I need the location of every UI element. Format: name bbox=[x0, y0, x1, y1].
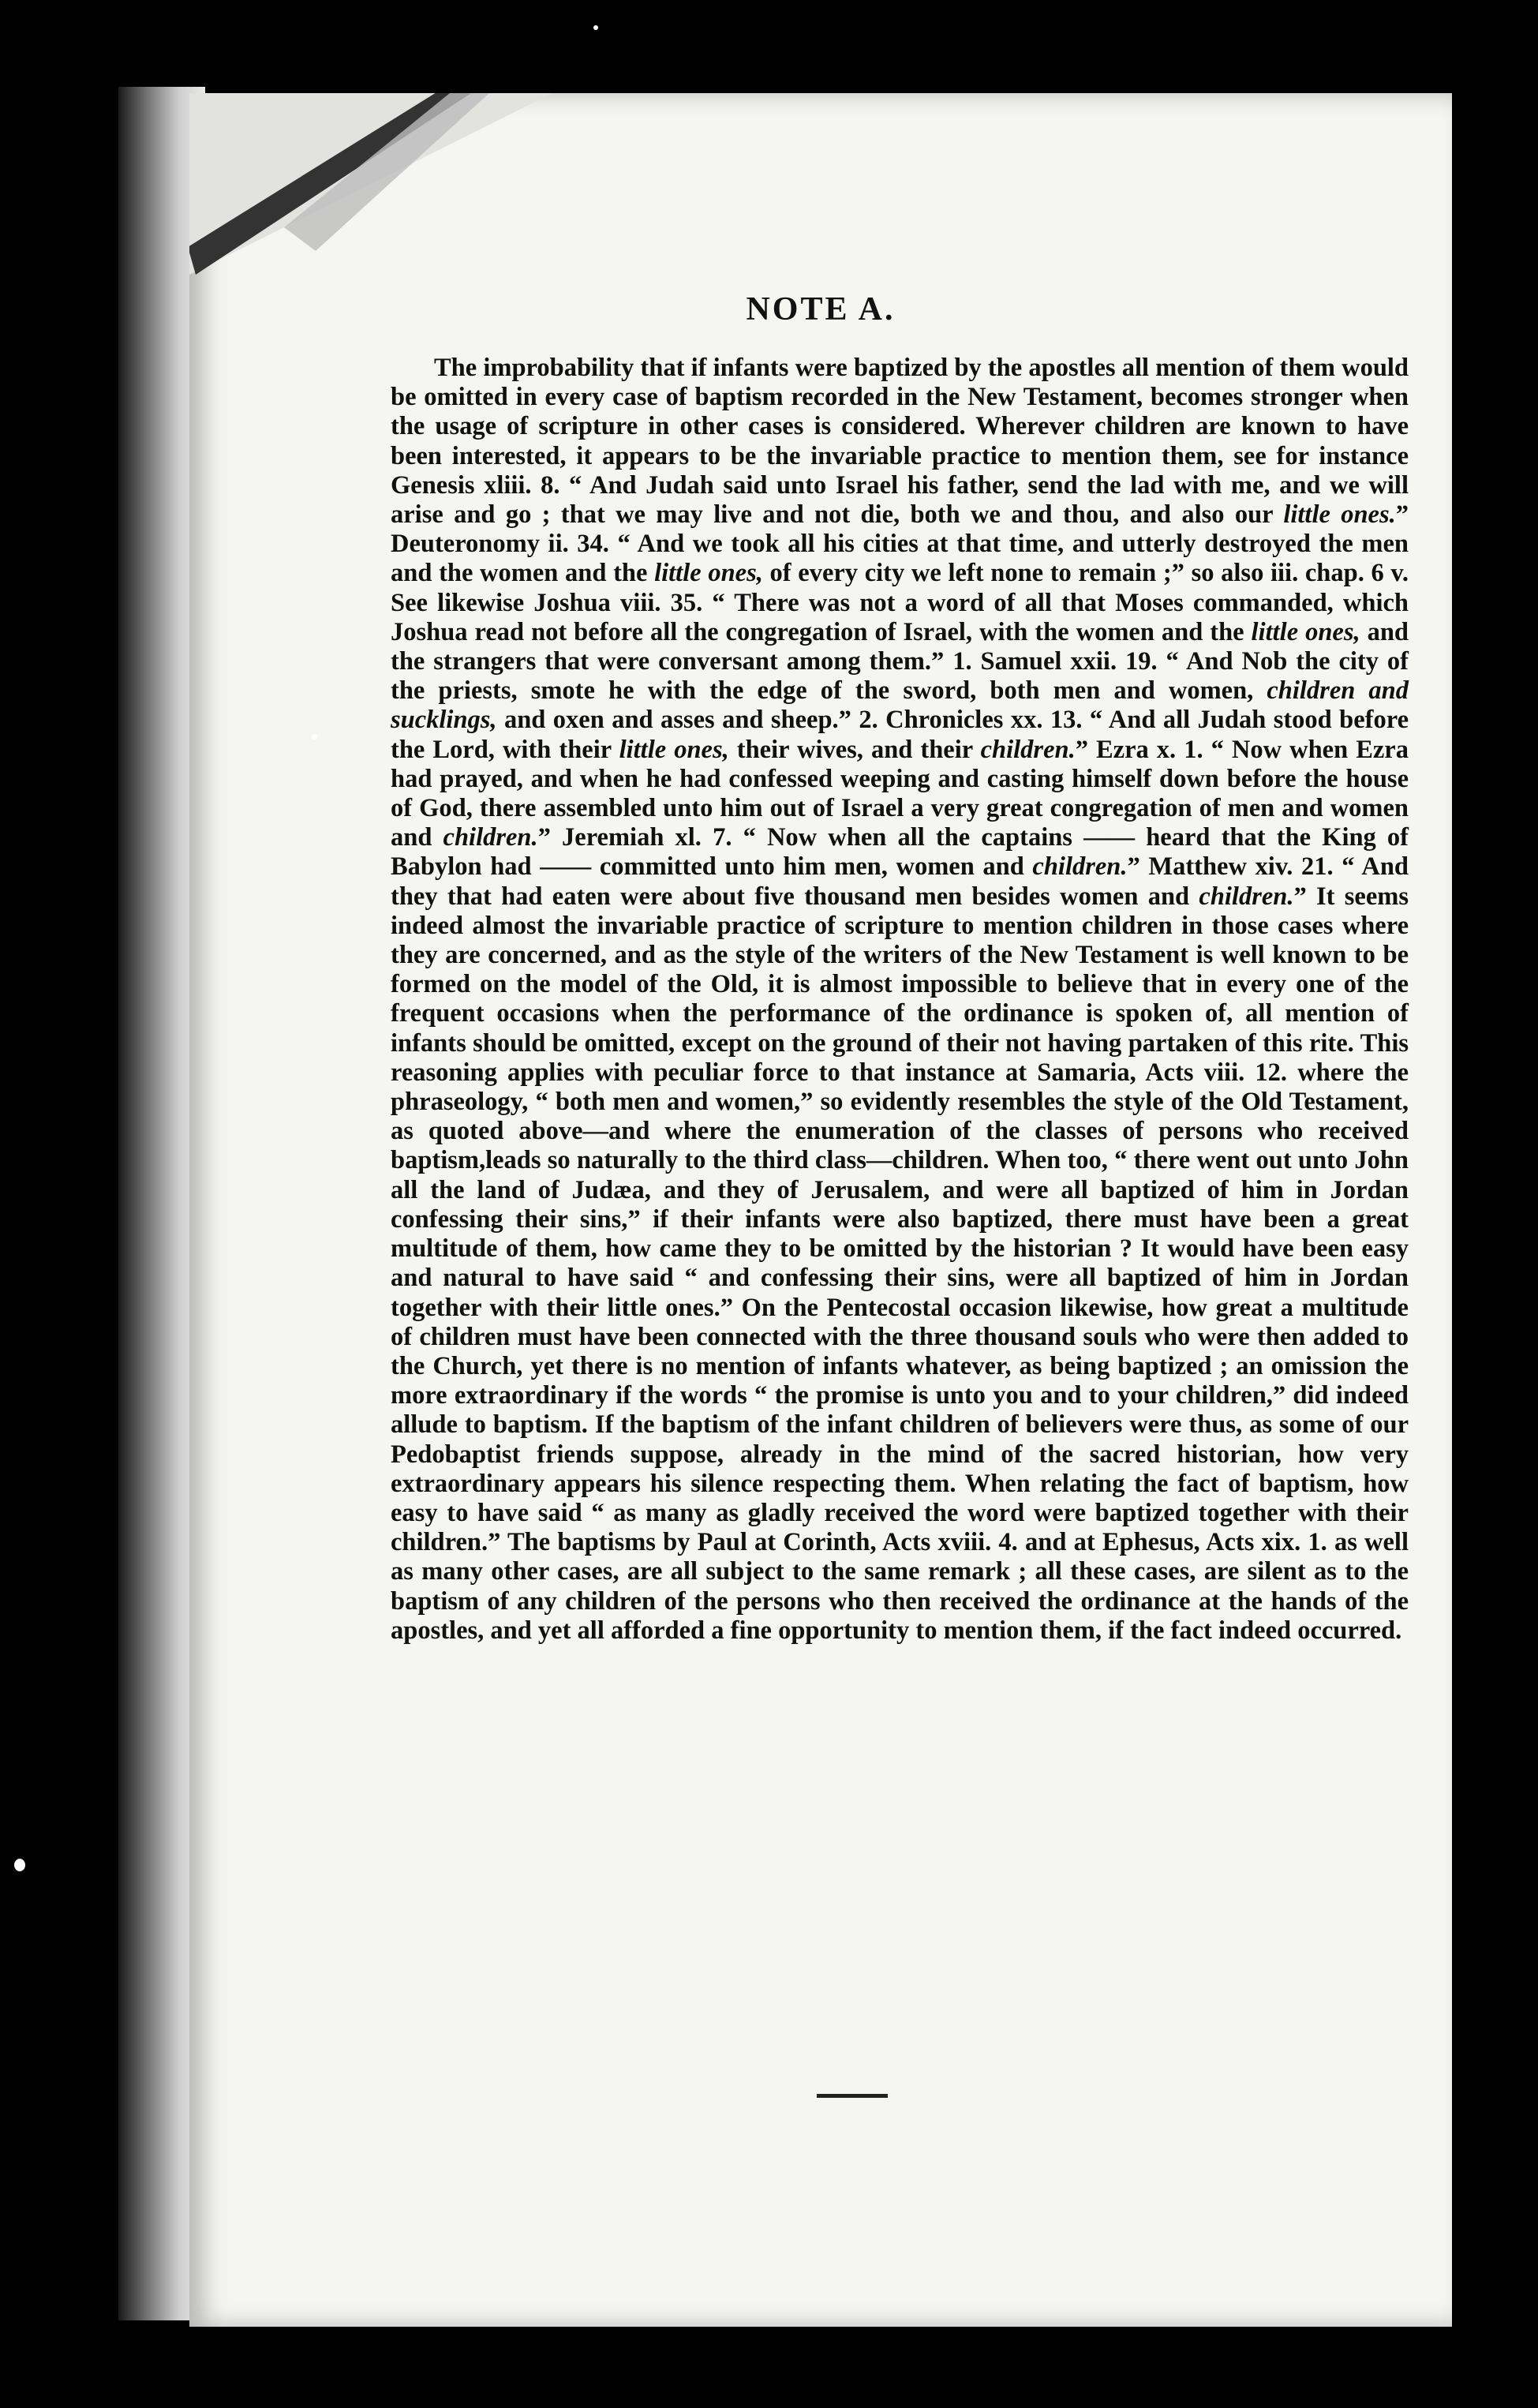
text-run: ” Ezra x. 1. “ Now when Ezra had prayed, and when he had confessed weeping and casting himself down before the house of God, there assembled unto him out of Israel a very great congregation of men and women and bbox=[391, 735, 1409, 852]
document-page bbox=[189, 93, 1452, 2327]
italic-run: little ones, bbox=[1251, 617, 1360, 646]
italic-run: little ones, bbox=[619, 735, 729, 764]
text-run: ” Jeremiah xl. 7. “ Now when all the captains —— heard that the King of Babylon had —— committed unto him men, women and bbox=[391, 823, 1409, 882]
note-title: NOTE A. bbox=[746, 291, 896, 328]
text-run: and the strangers that were conversant among them.” 1. Samuel xxii. 19. “ And Nob the city of the priests, smote he with the edge of the sword, both men and women, bbox=[391, 617, 1409, 706]
italic-run: children. bbox=[1199, 882, 1294, 911]
end-rule bbox=[817, 2094, 888, 2098]
italic-run: children. bbox=[1032, 852, 1128, 882]
italic-run: little ones. bbox=[1283, 500, 1396, 530]
text-run: ” Deuteronomy ii. 34. “ And we took all his cities at that time, and utterly destroyed the men and the women and the bbox=[391, 500, 1409, 588]
folded-corner-shadow bbox=[189, 93, 552, 275]
text-run: and oxen and asses and sheep.” 2. Chronicles xx. 13. “ And all Judah stood before the Lord, with their bbox=[391, 706, 1409, 764]
italic-run: children. bbox=[443, 823, 538, 852]
text-run: ” Matthew xiv. 21. “ And they that had eaten were about five thousand men besides women and bbox=[391, 852, 1409, 911]
note-body-paragraph bbox=[391, 354, 1409, 1646]
scan-speck bbox=[14, 1859, 25, 1871]
scan-speck bbox=[593, 25, 598, 30]
italic-run: children. bbox=[980, 735, 1076, 764]
italic-run: children and sucklings, bbox=[391, 676, 1409, 735]
text-run: The improbability that if infants were baptized by the apostles all mention of them would be omitted in every case of baptism recorded in the New Testament, becomes stronger when the usage of scripture in other cases is considered. Wherever children are known to have been interested, it appears to be the invariable practice to mention them, see for instance Genesis xliii. 8. “ And Judah said unto Israel his father, send the lad with me, and we will arise and go ; that we may live and not die, both we and thou, and also our bbox=[391, 354, 1409, 530]
italic-run: little ones, bbox=[654, 559, 763, 588]
text-run: of every city we left none to remain ;” so also iii. chap. 6 v. See likewise Joshua viii. 35. “ There was not a word of all that Moses commanded, which Joshua read not before all the congregation of Israel, with the women and the bbox=[391, 559, 1409, 646]
text-run: ” It seems indeed almost the invariable practice of scripture to mention children in those cases where they are concerned, and as the style of the writers of the New Testament is well known to be formed on the model of the Old, it is almost impossible to believe that in every one of the frequent occasions when the performance of the ordinance is spoken of, all mention of infants should be omitted, except on the ground of their not having partaken of this rite. This reasoning applies with peculiar force to that instance at Samaria, Acts viii. 12. where the phraseology, “ both men and women,” so evidently resembles the style of the Old Testament, as quoted above—and where the enumeration of the classes of persons who received baptism,leads so naturally to the third class—children. When too, “ there went out unto John all the land of Judæa, and they of Jerusalem, and were all baptized of him in Jordan confessing their sins,” if their infants were also baptized, there must have been a great multitude of them, how came they to be omitted by the historian ? It would have been easy and natural to have said “ and confessing their sins, were all baptized of him in Jordan together with their little ones.” On the Pentecostal occasion likewise, how great a multitude of children must have been connected with the three thousand souls who were then added to the Church, yet there is no mention of infants whatever, as being baptized ; an omission the more extraordinary if the words “ the promise is unto you and to your children,” did indeed allude to baptism. If the baptism of the infant children of believers were thus, as some of our Pedobaptist friends suppose, already in the mind of the sacred historian, how very extraordinary appears his silence respecting them. When relating the fact of baptism, how easy to have said “ as many as gladly received the word were baptized together with their children.” The baptisms by Paul at Corinth, Acts xviii. 4. and at Ephesus, Acts xix. 1. as well as many other cases, are all subject to the same remark ; all these cases, are silent as to the baptism of any children of the persons who then received the ordinance at the hands of the apostles, and yet all afforded a fine opportunity to mention them, if the fact indeed occurred. bbox=[391, 882, 1409, 1645]
text-run: their wives, and their bbox=[728, 735, 981, 764]
scan-speck bbox=[312, 734, 317, 740]
